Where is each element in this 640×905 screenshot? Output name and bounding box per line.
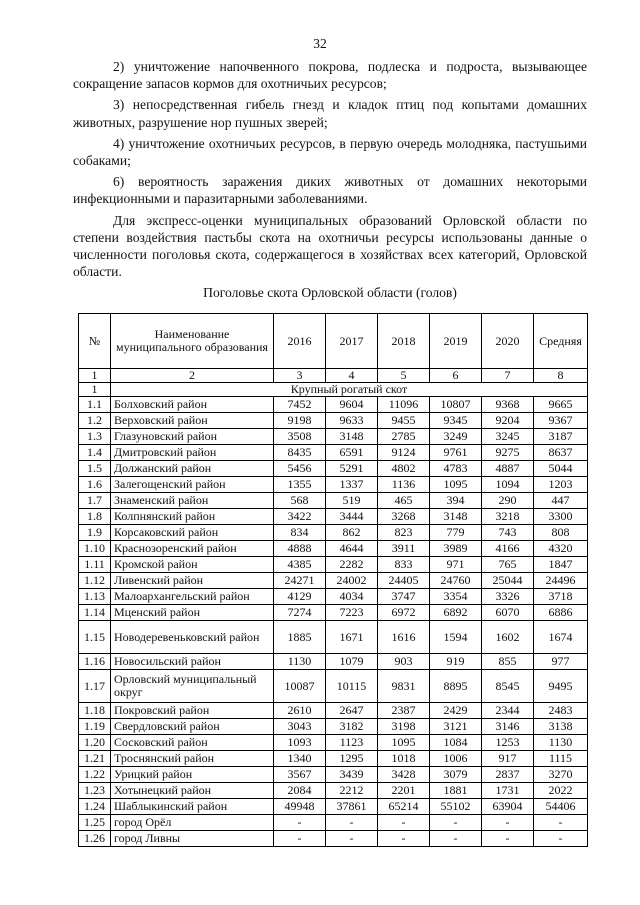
value-cell: 4129 xyxy=(274,589,326,605)
value-cell: 3354 xyxy=(430,589,482,605)
table-row xyxy=(79,445,588,461)
value-cell: 3043 xyxy=(274,719,326,735)
value-cell: 55102 xyxy=(430,799,482,815)
value-cell: 37861 xyxy=(326,799,378,815)
value-cell: 1130 xyxy=(534,735,588,751)
municipality-name-cell: Знаменский район xyxy=(111,493,274,509)
value-cell: - xyxy=(378,815,430,831)
value-cell: 54406 xyxy=(534,799,588,815)
header-cell: 2019 xyxy=(430,314,482,369)
value-cell: 1115 xyxy=(534,751,588,767)
value-cell: 4166 xyxy=(482,541,534,557)
municipality-name-cell: Сосковский район xyxy=(111,735,274,751)
row-number-cell: 1.17 xyxy=(79,670,111,703)
value-cell: 971 xyxy=(430,557,482,573)
value-cell: 9455 xyxy=(378,413,430,429)
value-cell: 1094 xyxy=(482,477,534,493)
value-cell: - xyxy=(274,815,326,831)
value-cell: 11096 xyxy=(378,397,430,413)
section-row xyxy=(79,383,588,397)
table-row xyxy=(79,429,588,445)
table-row xyxy=(79,831,588,847)
row-number-cell: 1.11 xyxy=(79,557,111,573)
value-cell: 4888 xyxy=(274,541,326,557)
municipality-name-cell: Троснянский район xyxy=(111,751,274,767)
value-cell: 3148 xyxy=(326,429,378,445)
value-cell: 3198 xyxy=(378,719,430,735)
value-cell: 1671 xyxy=(326,621,378,654)
value-cell: 1093 xyxy=(274,735,326,751)
value-cell: 8637 xyxy=(534,445,588,461)
value-cell: 4385 xyxy=(274,557,326,573)
municipality-name-cell: Малоархангельский район xyxy=(111,589,274,605)
table-row xyxy=(79,509,588,525)
header-cell: № xyxy=(79,314,111,369)
value-cell: 9204 xyxy=(482,413,534,429)
value-cell: - xyxy=(430,831,482,847)
value-cell: 9368 xyxy=(482,397,534,413)
value-cell: 808 xyxy=(534,525,588,541)
row-number-cell: 1.9 xyxy=(79,525,111,541)
value-cell: 6591 xyxy=(326,445,378,461)
value-cell: 8545 xyxy=(482,670,534,703)
header-cell: Наименование муниципального образования xyxy=(111,314,274,369)
row-number-cell: 1.4 xyxy=(79,445,111,461)
value-cell: 1340 xyxy=(274,751,326,767)
municipality-name-cell: Залегощенский район xyxy=(111,477,274,493)
row-number-cell: 1.7 xyxy=(79,493,111,509)
value-cell: 9345 xyxy=(430,413,482,429)
value-cell: 903 xyxy=(378,654,430,670)
row-number-cell: 1.15 xyxy=(79,621,111,654)
value-cell: 834 xyxy=(274,525,326,541)
table-row xyxy=(79,525,588,541)
value-cell: 1594 xyxy=(430,621,482,654)
table-row xyxy=(79,461,588,477)
value-cell: - xyxy=(378,831,430,847)
table-row xyxy=(79,703,588,719)
value-cell: 1355 xyxy=(274,477,326,493)
value-cell: 8895 xyxy=(430,670,482,703)
value-cell: 1731 xyxy=(482,783,534,799)
value-cell: 3138 xyxy=(534,719,588,735)
table-caption: Поголовье скота Орловской области (голов) xyxy=(203,285,457,300)
row-number-cell: 1.20 xyxy=(79,735,111,751)
table-row xyxy=(79,670,588,703)
municipality-name-cell: Ливенский район xyxy=(111,573,274,589)
value-cell: 833 xyxy=(378,557,430,573)
row-number-cell: 1.26 xyxy=(79,831,111,847)
value-cell: 10087 xyxy=(274,670,326,703)
table-row xyxy=(79,654,588,670)
value-cell: 7274 xyxy=(274,605,326,621)
value-cell: 2282 xyxy=(326,557,378,573)
value-cell: 447 xyxy=(534,493,588,509)
value-cell: 8435 xyxy=(274,445,326,461)
value-cell: 6886 xyxy=(534,605,588,621)
table-row xyxy=(79,477,588,493)
value-cell: 4802 xyxy=(378,461,430,477)
value-cell: 3444 xyxy=(326,509,378,525)
value-cell: 3326 xyxy=(482,589,534,605)
value-cell: 3146 xyxy=(482,719,534,735)
value-cell: 9761 xyxy=(430,445,482,461)
value-cell: 3245 xyxy=(482,429,534,445)
row-number-cell: 1.16 xyxy=(79,654,111,670)
value-cell: 24405 xyxy=(378,573,430,589)
value-cell: 25044 xyxy=(482,573,534,589)
value-cell: 3428 xyxy=(378,767,430,783)
paragraph: 3) непосредственная гибель гнезд и кладок птиц под копытами домашних животных, разрушение нор пушных зверей; xyxy=(73,97,587,130)
value-cell: 1006 xyxy=(430,751,482,767)
value-cell: 3911 xyxy=(378,541,430,557)
value-cell: 10115 xyxy=(326,670,378,703)
value-cell: - xyxy=(326,815,378,831)
value-cell: 3508 xyxy=(274,429,326,445)
paragraph: 4) уничтожение охотничьих ресурсов, в первую очередь молодняка, пастушьими собаками; xyxy=(73,135,587,169)
value-cell: 3121 xyxy=(430,719,482,735)
table-row xyxy=(79,719,588,735)
value-cell: 5291 xyxy=(326,461,378,477)
municipality-name-cell: Кромской район xyxy=(111,557,274,573)
municipality-name-cell: город Орёл xyxy=(111,815,274,831)
row-number-cell: 1.19 xyxy=(79,719,111,735)
municipality-name-cell: Глазуновский район xyxy=(111,429,274,445)
value-cell: 2212 xyxy=(326,783,378,799)
value-cell: 4644 xyxy=(326,541,378,557)
row-number-cell: 1.18 xyxy=(79,703,111,719)
row-number-cell: 1.8 xyxy=(79,509,111,525)
value-cell: 917 xyxy=(482,751,534,767)
value-cell: 2837 xyxy=(482,767,534,783)
value-cell: 1203 xyxy=(534,477,588,493)
column-number-cell: 7 xyxy=(482,369,534,383)
value-cell: 63904 xyxy=(482,799,534,815)
column-number-cell: 8 xyxy=(534,369,588,383)
value-cell: 2344 xyxy=(482,703,534,719)
table-row xyxy=(79,605,588,621)
value-cell: 465 xyxy=(378,493,430,509)
row-number-cell: 1.3 xyxy=(79,429,111,445)
value-cell: 519 xyxy=(326,493,378,509)
value-cell: 6892 xyxy=(430,605,482,621)
value-cell: 9198 xyxy=(274,413,326,429)
value-cell: 6972 xyxy=(378,605,430,621)
value-cell: 2022 xyxy=(534,783,588,799)
value-cell: - xyxy=(274,831,326,847)
value-cell: 743 xyxy=(482,525,534,541)
municipality-name-cell: Шаблыкинский район xyxy=(111,799,274,815)
value-cell: 7452 xyxy=(274,397,326,413)
column-number-cell: 5 xyxy=(378,369,430,383)
row-number-cell: 1.12 xyxy=(79,573,111,589)
column-number-cell: 3 xyxy=(274,369,326,383)
value-cell: 3270 xyxy=(534,767,588,783)
value-cell: 9633 xyxy=(326,413,378,429)
row-number-cell: 1.1 xyxy=(79,397,111,413)
value-cell: 9604 xyxy=(326,397,378,413)
value-cell: 9367 xyxy=(534,413,588,429)
value-cell: 1602 xyxy=(482,621,534,654)
value-cell: 1136 xyxy=(378,477,430,493)
municipality-name-cell: Новодеревеньковский район xyxy=(111,621,274,654)
table-header-row xyxy=(79,314,588,369)
table-row xyxy=(79,541,588,557)
table-row xyxy=(79,799,588,815)
section-title: Крупный рогатый скот xyxy=(111,383,588,397)
value-cell: 5456 xyxy=(274,461,326,477)
header-cell: 2017 xyxy=(326,314,378,369)
value-cell: 1130 xyxy=(274,654,326,670)
value-cell: 2084 xyxy=(274,783,326,799)
value-cell: 9124 xyxy=(378,445,430,461)
table-row xyxy=(79,751,588,767)
table-row xyxy=(79,815,588,831)
row-number-cell: 1.14 xyxy=(79,605,111,621)
value-cell: 3422 xyxy=(274,509,326,525)
section-number: 1 xyxy=(79,383,111,397)
page-number: 32 xyxy=(313,36,327,51)
municipality-name-cell: Хотынецкий район xyxy=(111,783,274,799)
value-cell: 1095 xyxy=(378,735,430,751)
value-cell: 1847 xyxy=(534,557,588,573)
value-cell: 1079 xyxy=(326,654,378,670)
municipality-name-cell: Покровский район xyxy=(111,703,274,719)
value-cell: 1674 xyxy=(534,621,588,654)
value-cell: 1881 xyxy=(430,783,482,799)
header-cell: 2016 xyxy=(274,314,326,369)
municipality-name-cell: Новосильский район xyxy=(111,654,274,670)
municipality-name-cell: Корсаковский район xyxy=(111,525,274,541)
column-number-cell: 6 xyxy=(430,369,482,383)
value-cell: 24496 xyxy=(534,573,588,589)
table-row xyxy=(79,573,588,589)
value-cell: 394 xyxy=(430,493,482,509)
row-number-cell: 1.5 xyxy=(79,461,111,477)
value-cell: - xyxy=(534,815,588,831)
livestock-table xyxy=(78,313,588,847)
table-row xyxy=(79,621,588,654)
value-cell: 3187 xyxy=(534,429,588,445)
value-cell: - xyxy=(430,815,482,831)
row-number-cell: 1.22 xyxy=(79,767,111,783)
value-cell: 7223 xyxy=(326,605,378,621)
header-cell: 2020 xyxy=(482,314,534,369)
value-cell: 855 xyxy=(482,654,534,670)
value-cell: 568 xyxy=(274,493,326,509)
value-cell: 3718 xyxy=(534,589,588,605)
value-cell: 919 xyxy=(430,654,482,670)
municipality-name-cell: Верховский район xyxy=(111,413,274,429)
column-number-cell: 4 xyxy=(326,369,378,383)
value-cell: 3567 xyxy=(274,767,326,783)
municipality-name-cell: Краснозоренский район xyxy=(111,541,274,557)
value-cell: 1295 xyxy=(326,751,378,767)
row-number-cell: 1.21 xyxy=(79,751,111,767)
value-cell: - xyxy=(482,815,534,831)
municipality-name-cell: город Ливны xyxy=(111,831,274,847)
value-cell: 2483 xyxy=(534,703,588,719)
municipality-name-cell: Свердловский район xyxy=(111,719,274,735)
value-cell: 3439 xyxy=(326,767,378,783)
row-number-cell: 1.23 xyxy=(79,783,111,799)
value-cell: 9275 xyxy=(482,445,534,461)
value-cell: 1095 xyxy=(430,477,482,493)
value-cell: 765 xyxy=(482,557,534,573)
value-cell: 3182 xyxy=(326,719,378,735)
row-number-cell: 1.6 xyxy=(79,477,111,493)
value-cell: 65214 xyxy=(378,799,430,815)
table-row xyxy=(79,589,588,605)
value-cell: 1616 xyxy=(378,621,430,654)
table-row xyxy=(79,767,588,783)
value-cell: 6070 xyxy=(482,605,534,621)
municipality-name-cell: Должанский район xyxy=(111,461,274,477)
value-cell: 779 xyxy=(430,525,482,541)
value-cell: 9665 xyxy=(534,397,588,413)
municipality-name-cell: Урицкий район xyxy=(111,767,274,783)
header-cell: Средняя xyxy=(534,314,588,369)
value-cell: 1123 xyxy=(326,735,378,751)
value-cell: 49948 xyxy=(274,799,326,815)
value-cell: 9831 xyxy=(378,670,430,703)
value-cell: 3989 xyxy=(430,541,482,557)
value-cell: 823 xyxy=(378,525,430,541)
value-cell: 4783 xyxy=(430,461,482,477)
row-number-cell: 1.2 xyxy=(79,413,111,429)
value-cell: 24760 xyxy=(430,573,482,589)
value-cell: 1084 xyxy=(430,735,482,751)
table-row xyxy=(79,735,588,751)
table-row xyxy=(79,413,588,429)
municipality-name-cell: Мценский район xyxy=(111,605,274,621)
body-text xyxy=(73,58,587,284)
value-cell: 2201 xyxy=(378,783,430,799)
value-cell: 10807 xyxy=(430,397,482,413)
row-number-cell: 1.25 xyxy=(79,815,111,831)
value-cell: 3268 xyxy=(378,509,430,525)
value-cell: 1253 xyxy=(482,735,534,751)
column-number-row xyxy=(79,369,588,383)
row-number-cell: 1.13 xyxy=(79,589,111,605)
value-cell: 9495 xyxy=(534,670,588,703)
value-cell: 862 xyxy=(326,525,378,541)
value-cell: 3079 xyxy=(430,767,482,783)
table-row xyxy=(79,397,588,413)
value-cell: 24271 xyxy=(274,573,326,589)
column-number-cell: 2 xyxy=(111,369,274,383)
municipality-name-cell: Орловский муниципальный округ xyxy=(111,670,274,703)
value-cell: 2647 xyxy=(326,703,378,719)
value-cell: 2387 xyxy=(378,703,430,719)
table-row xyxy=(79,493,588,509)
value-cell: 1337 xyxy=(326,477,378,493)
row-number-cell: 1.24 xyxy=(79,799,111,815)
value-cell: - xyxy=(534,831,588,847)
municipality-name-cell: Дмитровский район xyxy=(111,445,274,461)
header-cell: 2018 xyxy=(378,314,430,369)
value-cell: 3218 xyxy=(482,509,534,525)
column-number-cell: 1 xyxy=(79,369,111,383)
value-cell: 1018 xyxy=(378,751,430,767)
value-cell: 3300 xyxy=(534,509,588,525)
value-cell: 3747 xyxy=(378,589,430,605)
row-number-cell: 1.10 xyxy=(79,541,111,557)
table-row xyxy=(79,557,588,573)
value-cell: 24002 xyxy=(326,573,378,589)
value-cell: 4320 xyxy=(534,541,588,557)
value-cell: 2785 xyxy=(378,429,430,445)
value-cell: 290 xyxy=(482,493,534,509)
paragraph: 6) вероятность заражения диких животных от домашних некоторыми инфекционными и паразитарными заболеваниями. xyxy=(73,174,587,207)
paragraph: 2) уничтожение напочвенного покрова, подлеска и подроста, вызывающее сокращение запасов кормов для охотничьих ресурсов; xyxy=(73,59,587,92)
value-cell: 3249 xyxy=(430,429,482,445)
municipality-name-cell: Болховский район xyxy=(111,397,274,413)
value-cell: - xyxy=(482,831,534,847)
value-cell: 4887 xyxy=(482,461,534,477)
value-cell: 3148 xyxy=(430,509,482,525)
paragraph: Для экспресс-оценки муниципальных образований Орловской области по степени воздействия пастьбы скота на охотничьи ресурсы использованы данные о численности поголовья скота, содержащегося в хозяйствах всех категорий, Орловской области. xyxy=(73,212,587,280)
value-cell: 5044 xyxy=(534,461,588,477)
value-cell: 1885 xyxy=(274,621,326,654)
table-row xyxy=(79,783,588,799)
value-cell: 977 xyxy=(534,654,588,670)
value-cell: 4034 xyxy=(326,589,378,605)
value-cell: 2610 xyxy=(274,703,326,719)
municipality-name-cell: Колпнянский район xyxy=(111,509,274,525)
value-cell: - xyxy=(326,831,378,847)
value-cell: 2429 xyxy=(430,703,482,719)
